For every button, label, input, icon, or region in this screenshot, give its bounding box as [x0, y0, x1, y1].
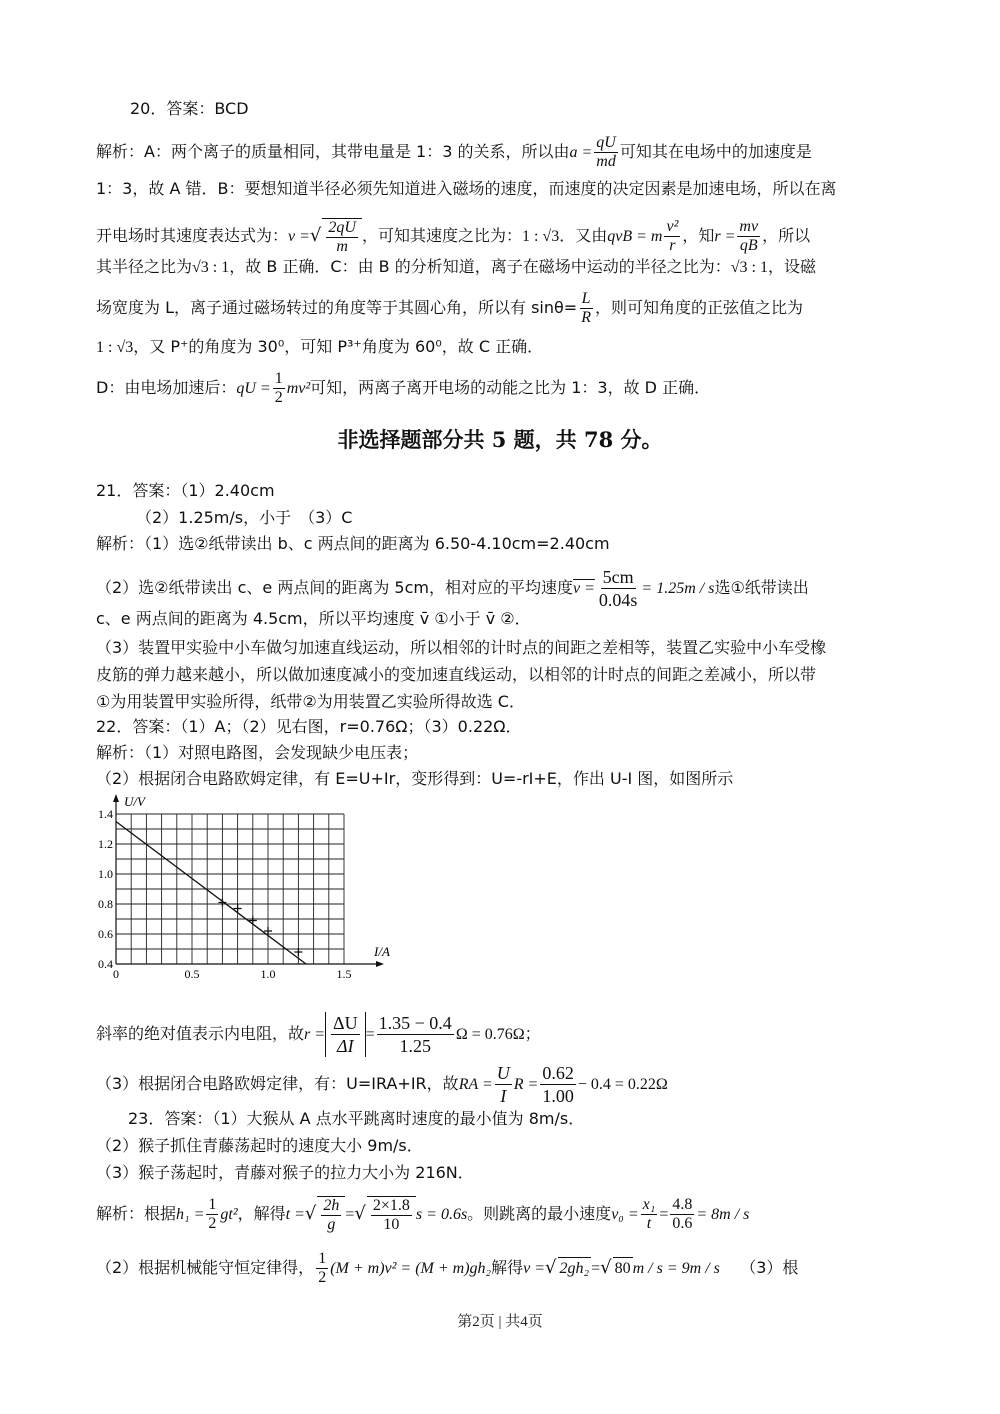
x-tick-label: 0: [113, 967, 119, 981]
q21-answer: 21．答案：（1）2.40cm: [96, 481, 275, 500]
y-tick-label: 1.4: [98, 807, 113, 821]
q21-analysis-line-1: 解析：（1）选②纸带读出 b、c 两点间的距离为 6.50-4.10cm=2.40cm: [96, 534, 610, 553]
y-tick-label: 1.2: [98, 837, 113, 851]
q22-answer: 22．答案：（1）A；（2）见右图，r=0.76Ω；（3）0.22Ω．: [96, 717, 522, 736]
section-heading: 非选择题部分共 5 题，共 78 分。: [337, 427, 663, 452]
q21-analysis-line-2: （2）选②纸带读出 c、e 两点间的距离为 5cm，相对应的平均速度v = $\frac{5cm}{0.04s}$ = 1.25m / s选①纸带读出: [96, 567, 809, 610]
y-tick-label: 1.0: [98, 867, 113, 881]
y-axis-label: U/V: [124, 794, 145, 809]
x-tick-label: 0.5: [184, 967, 200, 981]
q20-analysis-line-5: 场宽度为 L，离子通过磁场转过的角度等于其圆心角，所以有 sinθ= $\frac{L}{R}$ ，则可知角度的正弦值之比为: [96, 290, 804, 326]
y-tick-label: 0.8: [98, 897, 113, 911]
q22-analysis-line-2: （2）根据闭合电路欧姆定律，有 E=U+Ir，变形得到：U=-rI+E，作出 U-I 图，如图所示: [96, 769, 734, 788]
page-footer: 第2页 | 共4页: [457, 1314, 543, 1330]
fit-line: [116, 822, 306, 965]
q20-answer: 20．答案：BCD: [130, 99, 249, 118]
q20-analysis-line-2: 1：3，故 A 错．B：要想知道半径必须先知道进入磁场的速度，而速度的决定因素是加速电场，所以在离: [96, 179, 837, 198]
x-axis-arrow: [376, 961, 384, 967]
q20-analysis-line-3: 开电场时其速度表达式为：v =√ $\frac{2qU}{m}$ ，可知其速度之比为：1 : √3．又由qvB = m $\frac{\text{v²}}{r}$ ，知r = $\frac{mv}{qB}$ ，所以: [96, 218, 811, 255]
q21-analysis-line-4: （3）装置甲实验中小车做匀加速直线运动，所以相邻的计时点的间距之差相等，装置乙实验中小车受橡: [96, 638, 827, 657]
q21-analysis-line-3: c、e 两点间的距离为 4.5cm，所以平均速度 v̄ ①小于 v̄ ②．: [96, 609, 531, 628]
x-tick-label: 1.5: [336, 967, 352, 981]
q21-analysis-line-5: 皮筋的弹力越来越小，所以做加速度减小的变加速直线运动，以相邻的计时点的间距之差减小，所以带: [96, 665, 817, 684]
data-point: [249, 917, 257, 925]
q20-analysis-line-7: D：由电场加速后：qU = $\frac{1}{2}$ mv²可知，两离子离开电场的动能之比为 1：3，故 D 正确．: [96, 370, 711, 406]
q23-answer-2: （2）猴子抓住青藤荡起时的速度大小 9m/s．: [96, 1136, 423, 1155]
q21-answer-2: （2）1.25m/s，小于 （3）C: [136, 508, 353, 527]
q20-analysis-line-6: 1 : √3，又 P⁺的角度为 30⁰，可知 P³⁺角度为 60⁰，故 C 正确．: [96, 337, 544, 356]
q23-answer: 23．答案：（1）大猴从 A 点水平跳离时速度的最小值为 8m/s．: [128, 1109, 585, 1128]
y-tick-label: 0.6: [98, 927, 113, 941]
q20-analysis-line-4: 其半径之比为√3 : 1，故 B 正确．C：由 B 的分析知道，离子在磁场中运动的半径之比为：√3 : 1，设磁: [96, 257, 816, 276]
y-tick-label: 0.4: [98, 957, 113, 971]
u-i-graph: [92, 792, 392, 992]
q23-analysis-line-1: 解析：根据h₁ = $\frac{1}{2}$ gt²，解得t =√ $\frac{2h}{g}$ =√ $\frac{2\times 1.8}{10}$ s = 0.6s。则跳离的最小速度v₀ = $\frac{\text{x₁}}{t}$ = $\frac{4.8}{0.6}$ = 8m / s: [96, 1196, 750, 1233]
q22-analysis-line-3: 斜率的绝对值表示内电阻，故r = $\frac{\Delta U}{\Delta I}$ = $\frac{1.35 - 0.4}{1.25}$ Ω = 0.76Ω；: [96, 1013, 541, 1056]
x-tick-label: 1.0: [260, 967, 276, 981]
y-axis-arrow: [113, 794, 119, 802]
q21-analysis-line-6: ①为用装置甲实验所得，纸带②为用装置乙实验所得故选 C．: [96, 692, 525, 711]
q20-analysis-line-1: 解析：A：两个离子的质量相同，其带电量是 1：3 的关系，所以由a = $\frac{qU}{md}$ 可知其在电场中的加速度是: [96, 134, 812, 170]
q23-answer-3: （3）猴子荡起时，青藤对猴子的拉力大小为 216N．: [96, 1163, 474, 1182]
x-axis-label: I/A: [374, 944, 390, 959]
q22-analysis-line-4: （3）根据闭合电路欧姆定律，有：U=IRA+IR，故RA = $\frac{U}{I}$ R = $\frac{0.62}{1.00}$ − 0.4 = 0.22Ω: [96, 1063, 668, 1106]
q23-analysis-line-2: （2）根据机械能守恒定律得， $\frac{1}{2}$ (M + m)v² = (M + m)gh₂解得v =√ 2gh₂ =√ 80 m / s = 9m / s （3）根: [96, 1250, 799, 1286]
q22-analysis-line-1: 解析：（1）对照电路图，会发现缺少电压表；: [96, 743, 419, 762]
